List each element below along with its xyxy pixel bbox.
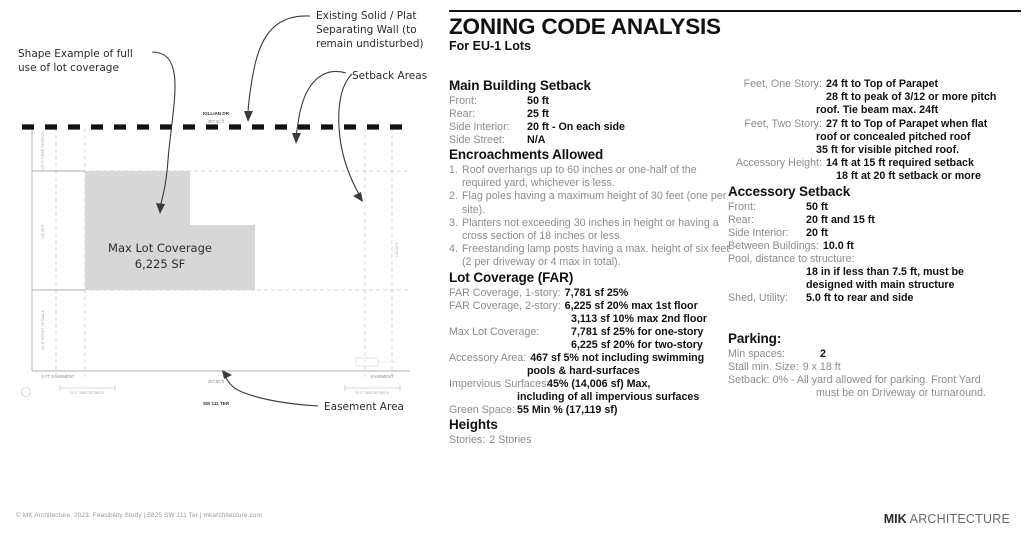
north-arrow-icon bbox=[22, 388, 31, 397]
annotation-arrowhead-setback-2 bbox=[353, 192, 363, 202]
row-setback-side-interior bbox=[449, 121, 730, 134]
value-impervious-surfaces: 45% (14,006 sf) Max, bbox=[547, 378, 651, 391]
label-green-space: Green Space: bbox=[449, 404, 515, 417]
label-far-2story: FAR Coverage, 2-story: bbox=[449, 299, 561, 312]
easement-label-right: EASEMENT bbox=[370, 374, 394, 379]
label-front: Front: bbox=[449, 95, 477, 107]
list-item bbox=[449, 217, 730, 243]
dim-left-mid: 130.00 ft bbox=[41, 224, 45, 240]
list-item bbox=[449, 164, 730, 190]
value-stall-size: 9 x 18 ft bbox=[802, 361, 841, 374]
row-min-spaces bbox=[728, 348, 1024, 361]
row-setback-side-street bbox=[449, 134, 730, 147]
value-side-street: N/A bbox=[527, 134, 546, 146]
value-feet-two-story-line3: 35 ft for visible pitched roof. bbox=[816, 144, 960, 157]
row-setback-front bbox=[449, 95, 730, 108]
value-accessory-rear: 20 ft and 15 ft bbox=[806, 213, 875, 226]
annotation-easement-area: Easement Area bbox=[324, 401, 404, 413]
label-accessory-area: Accessory Area: bbox=[449, 352, 527, 365]
row-parking-setback: Setback: 0% - All yard allowed for parking. Front Yard bbox=[728, 374, 981, 387]
dim-right-mid: 130.00 ft bbox=[395, 242, 399, 258]
label-accessory-height: Accessory Height: bbox=[735, 157, 822, 170]
logo-mik: MIK bbox=[883, 512, 907, 526]
list-item bbox=[449, 243, 730, 269]
list-text: Roof overhangs up to 60 inches or one-half of the required yard, whichever is less. bbox=[462, 164, 697, 190]
list-number: 3. bbox=[449, 216, 458, 229]
text-column-left bbox=[449, 78, 730, 447]
site-plan-diagram bbox=[0, 0, 432, 540]
annotation-lot-coverage-line2: use of lot coverage bbox=[18, 62, 119, 74]
annotation-arrow-easement bbox=[225, 376, 318, 406]
list-text: Freestanding lamp posts having a max. height of six feet (2 per driveway or 4 max in total). bbox=[462, 243, 730, 269]
label-max-lot-coverage: Max Lot Coverage: bbox=[449, 325, 540, 338]
value-feet-one-story-line3: roof. Tie beam max. 24ft bbox=[816, 104, 939, 117]
value-far-1story: 7,781 sf 25% bbox=[564, 286, 629, 299]
label-rear: Rear: bbox=[449, 108, 476, 120]
label-far-1story: FAR Coverage, 1-story: bbox=[449, 286, 561, 299]
row-setback-rear bbox=[449, 108, 730, 121]
list-item bbox=[449, 190, 730, 216]
label-accessory-side-interior: Side Interior: bbox=[728, 226, 789, 239]
list-text: Planters not exceeding 30 inches in height or having a cross section of 18 inches or less. bbox=[462, 216, 719, 243]
row-accessory-front bbox=[728, 201, 1024, 214]
row-green-space bbox=[449, 404, 730, 417]
label-min-spaces: Min spaces: bbox=[728, 348, 786, 361]
label-between-buildings: Between Buildings: bbox=[728, 239, 819, 252]
annotation-setback-areas: Setback Areas bbox=[352, 70, 428, 82]
dim-left-bottom: 50'-0" FRONT SETBACK bbox=[41, 309, 45, 351]
site-plan-svg bbox=[0, 0, 432, 510]
value-pool-distance-line2: designed with main structure bbox=[806, 278, 955, 291]
row-between-buildings bbox=[728, 240, 1024, 253]
dim-bottom-left: 20'-0" SIDE SETBACK bbox=[69, 391, 105, 395]
row-far-1story bbox=[449, 287, 730, 300]
value-min-spaces: 2 bbox=[820, 348, 826, 361]
value-feet-one-story: 24 ft to Top of Parapet bbox=[826, 78, 939, 90]
annotation-arrowhead-setback-1 bbox=[292, 133, 301, 144]
dimension-ticks bbox=[60, 385, 400, 391]
heading-lot-coverage: Lot Coverage (FAR) bbox=[449, 269, 574, 285]
row-pool-distance bbox=[728, 253, 1024, 266]
value-side-interior: 20 ft - On each side bbox=[527, 121, 625, 133]
row-feet-one-story bbox=[728, 78, 1024, 91]
max-lot-coverage-shape bbox=[85, 171, 255, 290]
label-pool-distance: Pool, distance to structure: bbox=[728, 252, 855, 265]
value-stories: 2 Stories bbox=[489, 434, 532, 447]
value-between-buildings: 10.0 ft bbox=[822, 239, 854, 252]
label-feet-one-story: Feet, One Story: bbox=[743, 78, 822, 90]
street-label-bottom: SW 111 TER bbox=[202, 401, 230, 406]
list-text: Flag poles having a maximum height of 30 feet (one per site). bbox=[462, 190, 727, 216]
value-accessory-area-line2: pools & hard-surfaces bbox=[527, 365, 640, 378]
annotation-arrowhead-wall bbox=[244, 111, 253, 122]
row-impervious-surfaces bbox=[449, 378, 730, 391]
row-far-2story bbox=[449, 300, 730, 313]
annotation-arrow-setback-2 bbox=[339, 74, 360, 196]
row-shed-utility bbox=[728, 292, 1024, 305]
text-column-right bbox=[728, 78, 1024, 400]
heading-heights: Heights bbox=[449, 417, 498, 433]
page-title: ZONING CODE ANALYSIS bbox=[449, 14, 721, 39]
value-pool-distance: 18 in if less than 7.5 ft, must be bbox=[806, 265, 964, 278]
annotation-lot-coverage-line1: Shape Example of full bbox=[18, 48, 133, 60]
row-stories bbox=[449, 434, 730, 447]
label-side-interior: Side Interior: bbox=[449, 121, 510, 133]
annotation-arrow-wall bbox=[248, 16, 310, 115]
value-feet-one-story-line2: 28 ft to peak of 3/12 or more pitch bbox=[826, 91, 997, 104]
label-stall-size: Stall min. Size: bbox=[728, 361, 799, 374]
heading-parking: Parking: bbox=[728, 331, 782, 347]
street-dim-top: 207.50 ft bbox=[207, 119, 225, 124]
encroachments-list bbox=[449, 164, 730, 270]
street-label-top: KILLIAN DR bbox=[202, 111, 230, 116]
row-max-lot-coverage bbox=[449, 326, 730, 339]
value-feet-two-story: 27 ft to Top of Parapet when flat bbox=[826, 117, 988, 130]
row-accessory-area bbox=[449, 352, 730, 365]
dim-bottom-right: 20'-0" SIDE SETBACK bbox=[354, 391, 390, 395]
easement-label-left: 5 FT EASEMENT bbox=[41, 374, 75, 379]
value-front: 50 ft bbox=[527, 95, 549, 107]
title-rule bbox=[449, 10, 1021, 12]
value-rear: 25 ft bbox=[527, 108, 549, 120]
value-impervious-surfaces-line2: including of all impervious surfaces bbox=[517, 391, 700, 404]
dim-bottom-center: 207.50 ft bbox=[207, 379, 225, 384]
page-subtitle: For EU-1 Lots bbox=[449, 39, 531, 53]
heading-main-building-setback: Main Building Setback bbox=[449, 78, 591, 93]
row-stall-size bbox=[728, 361, 1024, 374]
row-accessory-side-interior bbox=[728, 227, 1024, 240]
zoning-text-panel bbox=[440, 0, 1024, 540]
value-accessory-height-line2: 18 ft at 20 ft setback or more bbox=[836, 170, 981, 183]
logo-architecture: ARCHITECTURE bbox=[906, 512, 1010, 526]
heading-accessory-setback: Accessory Setback bbox=[728, 183, 851, 199]
row-accessory-rear bbox=[728, 214, 1024, 227]
value-max-lot-coverage-line2: 6,225 sf 20% for two-story bbox=[571, 338, 703, 351]
row-feet-two-story bbox=[728, 118, 1024, 131]
label-accessory-front: Front: bbox=[728, 200, 756, 213]
value-far-2story-line2: 3,113 sf 10% max 2nd floor bbox=[571, 312, 708, 325]
value-accessory-area: 467 sf 5% not including swimming bbox=[530, 352, 705, 365]
label-side-street: Side Street: bbox=[449, 134, 505, 146]
value-max-lot-coverage: 7,781 sf 25% for one-story bbox=[571, 325, 704, 338]
copyright-footer: © MK Architecture, 2023. Feasibility Study | 5825 SW 111 Ter | mkarchitecture.com bbox=[16, 512, 263, 519]
row-accessory-height bbox=[728, 157, 1024, 170]
annotation-wall-line3: remain undisturbed) bbox=[316, 38, 424, 50]
annotation-wall-line2: Separating Wall (to bbox=[316, 24, 417, 36]
dim-left-top: 25'-0" REAR SETBACK bbox=[41, 131, 45, 169]
shape-label-line1: Max Lot Coverage bbox=[108, 241, 212, 255]
value-feet-two-story-line2: roof or concealed pitched roof bbox=[816, 130, 971, 143]
label-feet-two-story: Feet, Two Story: bbox=[744, 117, 822, 130]
annotation-wall-line1: Existing Solid / Plat bbox=[316, 10, 417, 22]
label-impervious-surfaces: Impervious Surfaces: bbox=[449, 378, 550, 391]
label-shed-utility: Shed, Utility: bbox=[728, 292, 788, 305]
value-shed-utility: 5.0 ft to rear and side bbox=[806, 292, 914, 305]
list-number: 1. bbox=[449, 164, 458, 176]
shape-label-line2: 6,225 SF bbox=[134, 257, 186, 271]
label-accessory-rear: Rear: bbox=[728, 213, 755, 226]
value-accessory-side-interior: 20 ft bbox=[806, 226, 828, 239]
value-accessory-front: 50 ft bbox=[806, 200, 828, 213]
row-parking-setback-line2: must be on Driveway or turnaround. bbox=[816, 387, 986, 400]
list-number: 4. bbox=[449, 243, 458, 256]
value-far-2story: 6,225 sf 20% max 1st floor bbox=[564, 299, 698, 312]
value-accessory-height: 14 ft at 15 ft required setback bbox=[826, 157, 974, 170]
heading-encroachments: Encroachments Allowed bbox=[449, 147, 604, 162]
company-logo bbox=[884, 512, 1010, 526]
value-green-space: 55 Min % (17,119 sf) bbox=[517, 404, 618, 417]
list-number: 2. bbox=[449, 190, 458, 203]
label-stories: Stories: bbox=[449, 434, 486, 447]
